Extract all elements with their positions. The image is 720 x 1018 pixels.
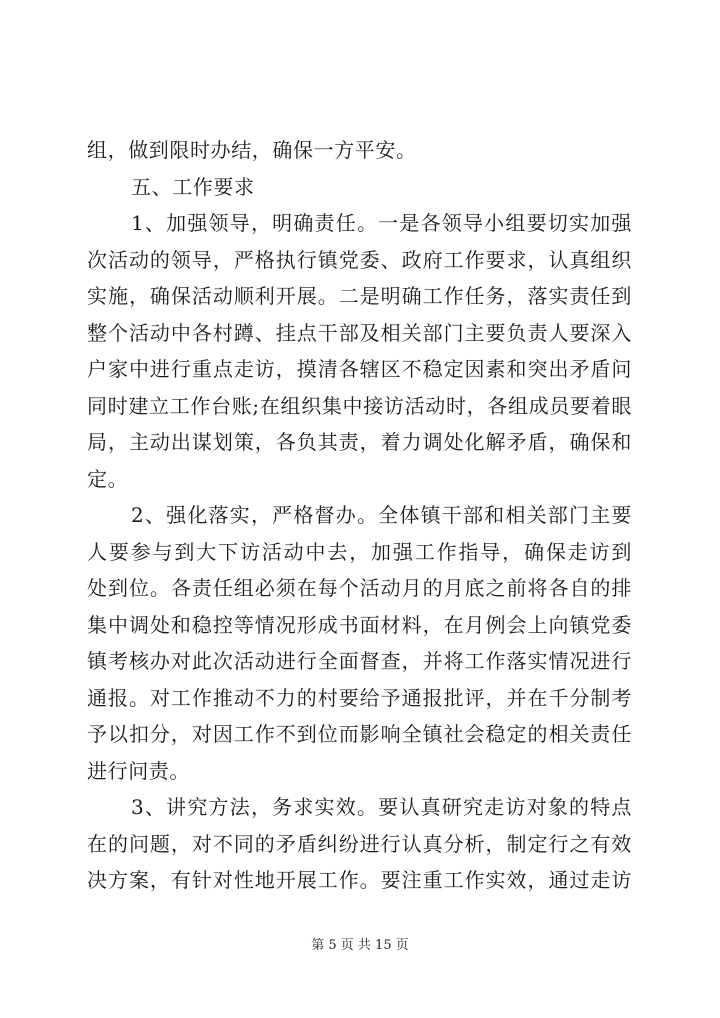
text-line: 局，主动出谋划策，各负其责，着力调处化解矛盾，确保和 (87, 430, 632, 454)
text-line: 决方案，有针对性地开展工作。要注重工作实效，通过走访 (87, 868, 632, 892)
text-line: 定。 (87, 466, 129, 491)
paragraph-first-line: 2、强化落实，严格督办。全体镇干部和相关部门主要 (131, 503, 632, 527)
text-line: 次活动的领导，严格执行镇党委、政府工作要求，认真组织 (87, 247, 632, 272)
text-line: 予以扣分，对因工作不到位而影响全镇社会稳定的相关责任 (87, 722, 632, 746)
text-line: 组，做到限时办结，确保一方平安。 (87, 138, 417, 162)
text-line: 在的问题，对不同的矛盾纠纷进行认真分析，制定行之有效 (87, 831, 632, 856)
section-heading: 五、工作要求 (131, 174, 255, 199)
paragraph-first-line: 1、加强领导，明确责任。一是各领导小组要切实加强 (131, 211, 632, 235)
text-line: 通报。对工作推动不力的村要给予通报批评，并在千分制考 (87, 685, 632, 710)
page-footer (0, 934, 720, 953)
body-text (87, 132, 632, 899)
text-line: 集中调处和稳控等情况形成书面材料，在月例会上向镇党委 (87, 612, 632, 637)
text-line: 人要参与到大下访活动中去，加强工作指导，确保走访到 (87, 539, 632, 564)
text-line: 处到位。各责任组必须在每个活动月的月底之前将各自的排 (87, 576, 632, 600)
text-line: 镇考核办对此次活动进行全面督查，并将工作落实情况进行 (87, 649, 632, 673)
text-line: 整个活动中各村蹲、挂点干部及相关部门主要负责人要深入 (87, 320, 632, 345)
text-line: 同时建立工作台账;在组织集中接访活动时，各组成员要着眼 (87, 393, 632, 418)
text-line: 实施，确保活动顺利开展。二是明确工作任务，落实责任到 (87, 284, 632, 308)
text-line: 进行问责。 (87, 758, 190, 783)
paragraph-first-line: 3、讲究方法，务求实效。要认真研究走访对象的特点 (131, 795, 632, 819)
text-line: 户家中进行重点走访，摸清各辖区不稳定因素和突出矛盾问 (87, 357, 632, 381)
page-number: 第 5 页 共 15 页 (311, 938, 409, 953)
